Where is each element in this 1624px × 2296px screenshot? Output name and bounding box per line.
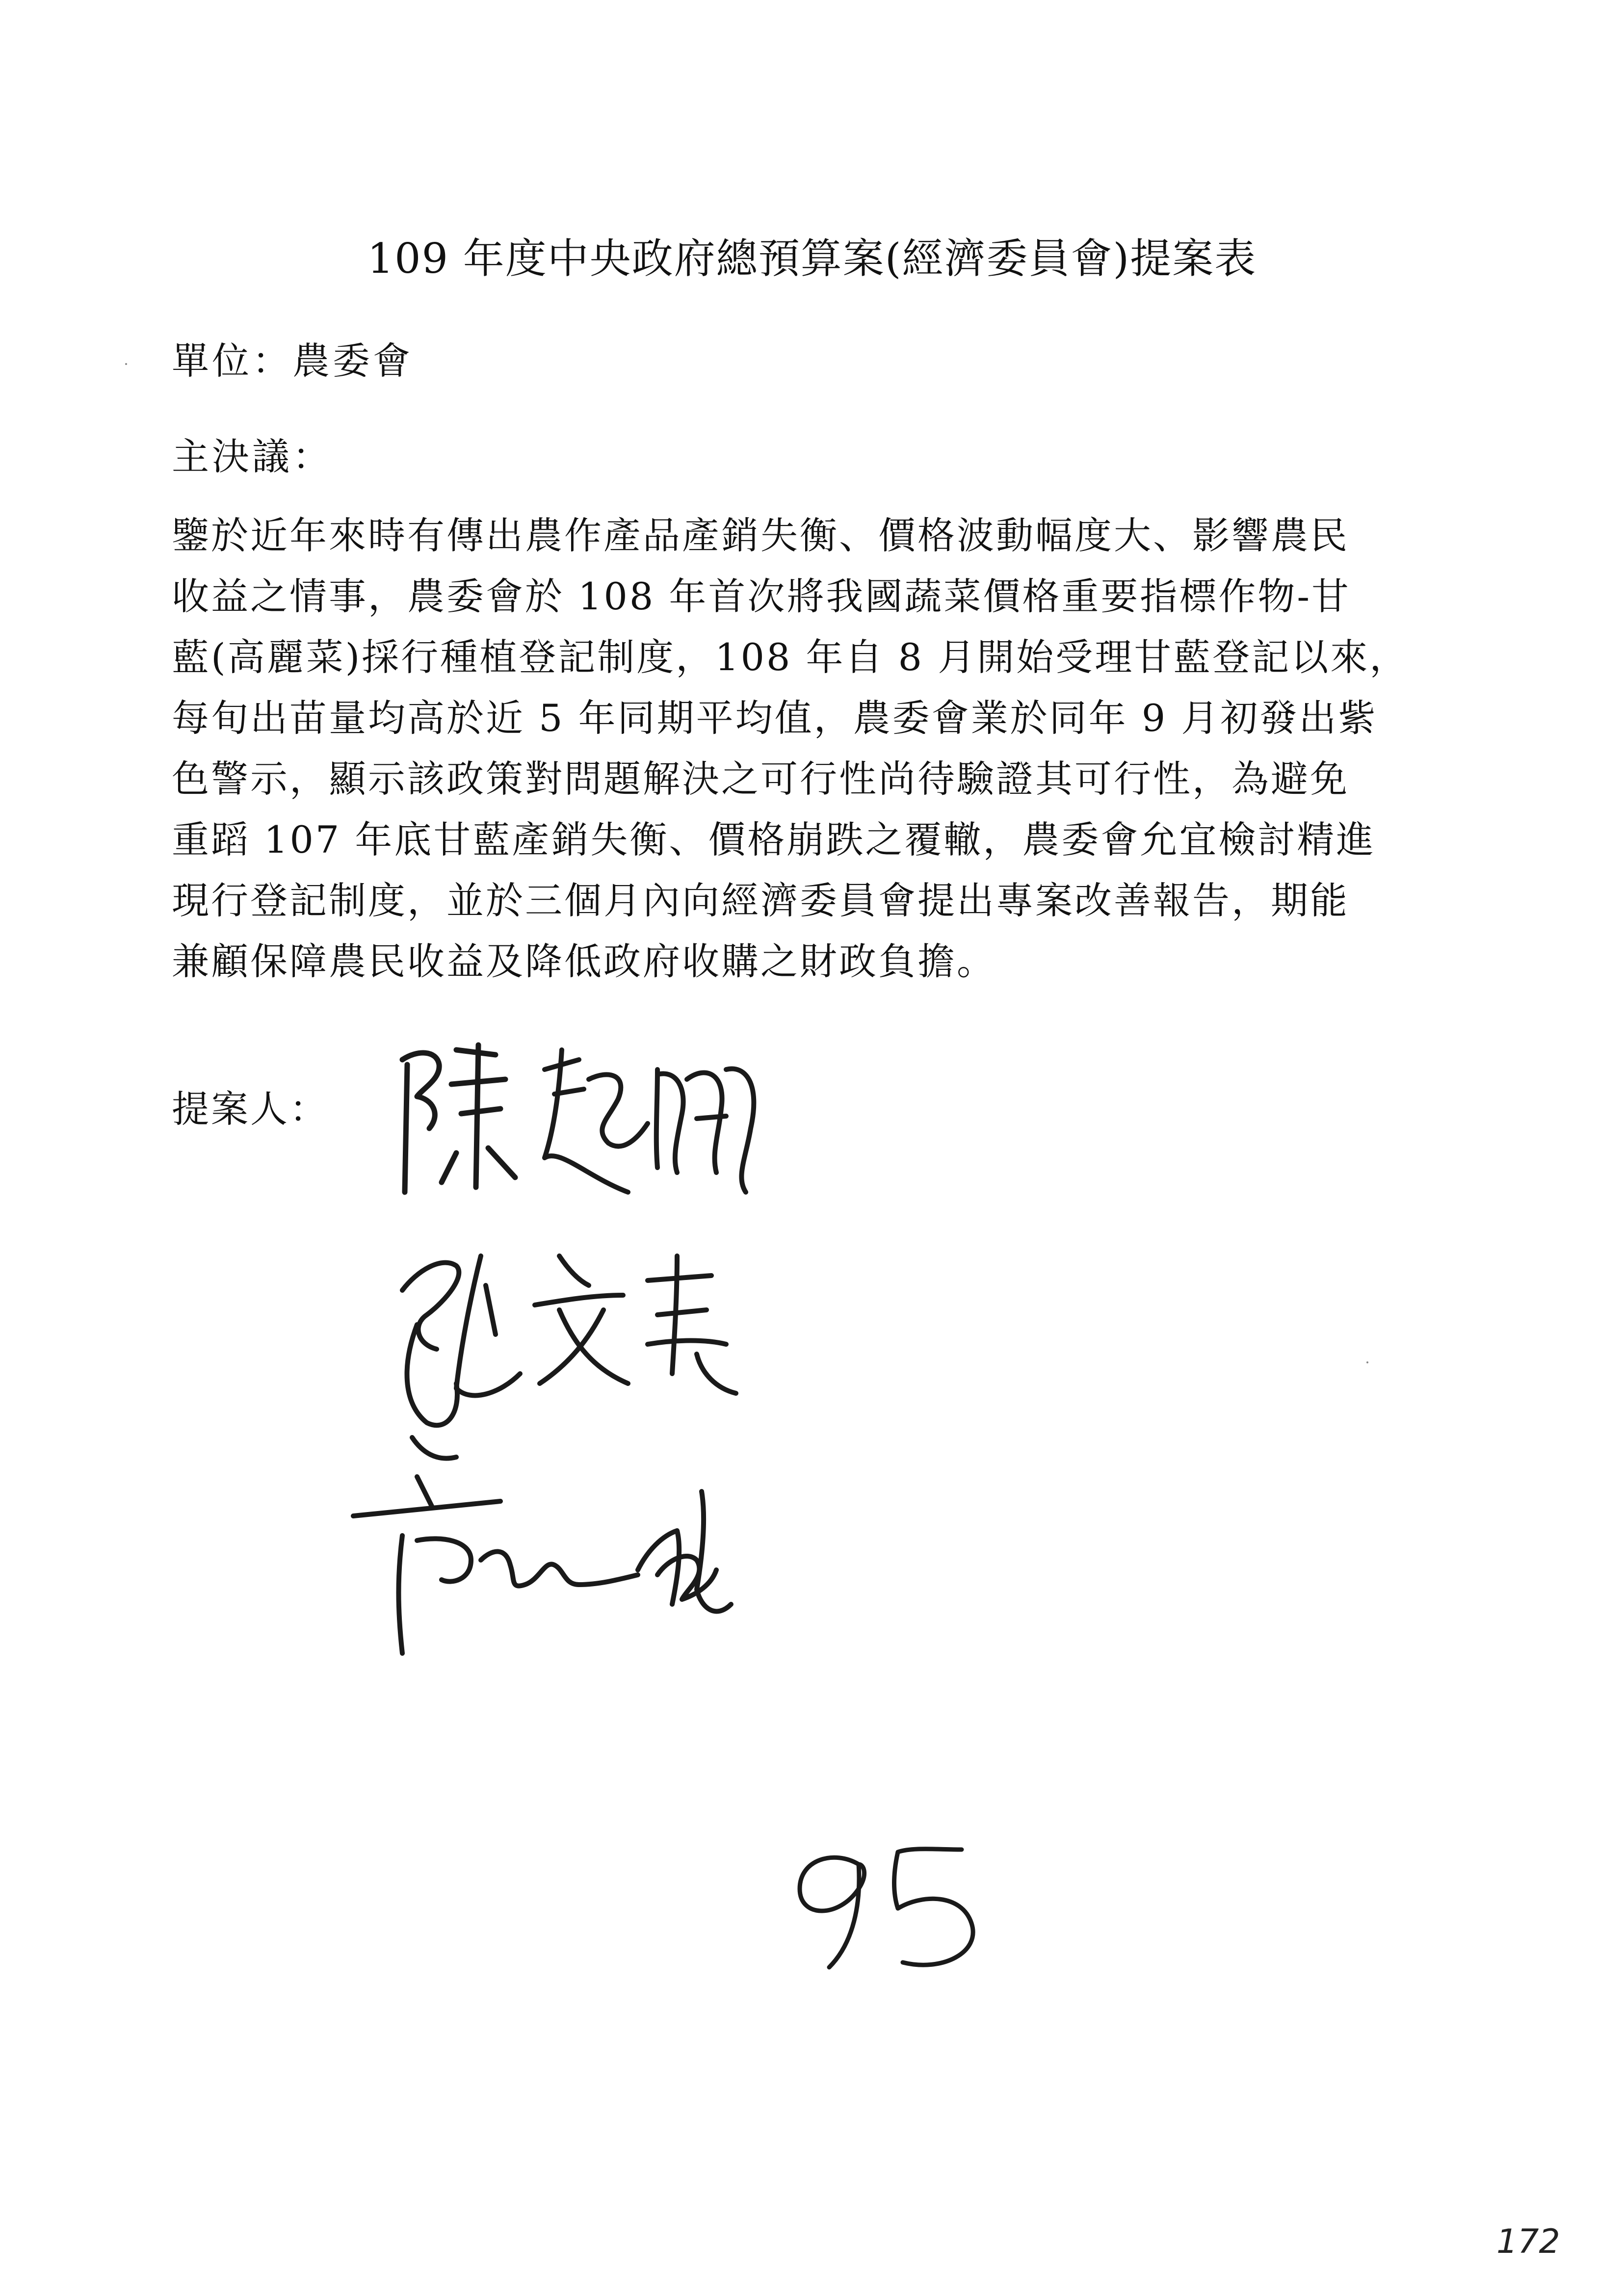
- handwritten-number: [775, 1835, 1011, 1982]
- page-title: 109 年度中央政府總預算案(經濟委員會)提案表: [367, 235, 1257, 283]
- signature-2: [373, 1226, 790, 1472]
- unit-line: [172, 331, 413, 385]
- body-line: 現行登記制度，並於三個月內向經濟委員會提出專案改善報告，期能: [172, 879, 1349, 922]
- resolution-heading: 主決議：: [172, 435, 333, 478]
- resolution-body: [172, 505, 1496, 992]
- body-line: 重蹈 107 年底甘藍產銷失衡、價格崩跌之覆轍，農委會允宜檢討精進: [172, 818, 1376, 861]
- body-line: 每旬出苗量均高於近 5 年同期平均值，農委會業於同年 9 月初發出紫: [172, 696, 1378, 740]
- signature-3: [343, 1462, 785, 1688]
- signature-1: [383, 1030, 775, 1226]
- proposer-label: 提案人：: [172, 1087, 329, 1131]
- body-line: 藍(高麗菜)採行種植登記制度，108 年自 8 月開始受理甘藍登記以來，: [172, 635, 1409, 679]
- handwritten-number-graphic: [775, 1835, 1011, 1982]
- body-line: 色警示，顯示該政策對問題解決之可行性尚待驗證其可行性，為避免: [172, 757, 1349, 801]
- unit-label: 單位：: [172, 339, 292, 383]
- body-line: 鑒於近年來時有傳出農作產品產銷失衡、價格波動幅度大、影響農民: [172, 514, 1349, 557]
- signature-3-graphic: [343, 1462, 785, 1688]
- body-line: 收益之情事，農委會於 108 年首次將我國蔬菜價格重要指標作物-甘: [172, 574, 1351, 618]
- unit-value: 農委會: [292, 339, 413, 383]
- body-line: 兼顧保障農民收益及降低政府收購之財政負擔。: [172, 939, 996, 983]
- page-number: 172: [1496, 2222, 1560, 2261]
- scan-speck: [125, 363, 127, 365]
- scan-speck: [1366, 1361, 1368, 1363]
- signature-1-graphic: [383, 1030, 775, 1226]
- signature-2-graphic: [373, 1226, 790, 1472]
